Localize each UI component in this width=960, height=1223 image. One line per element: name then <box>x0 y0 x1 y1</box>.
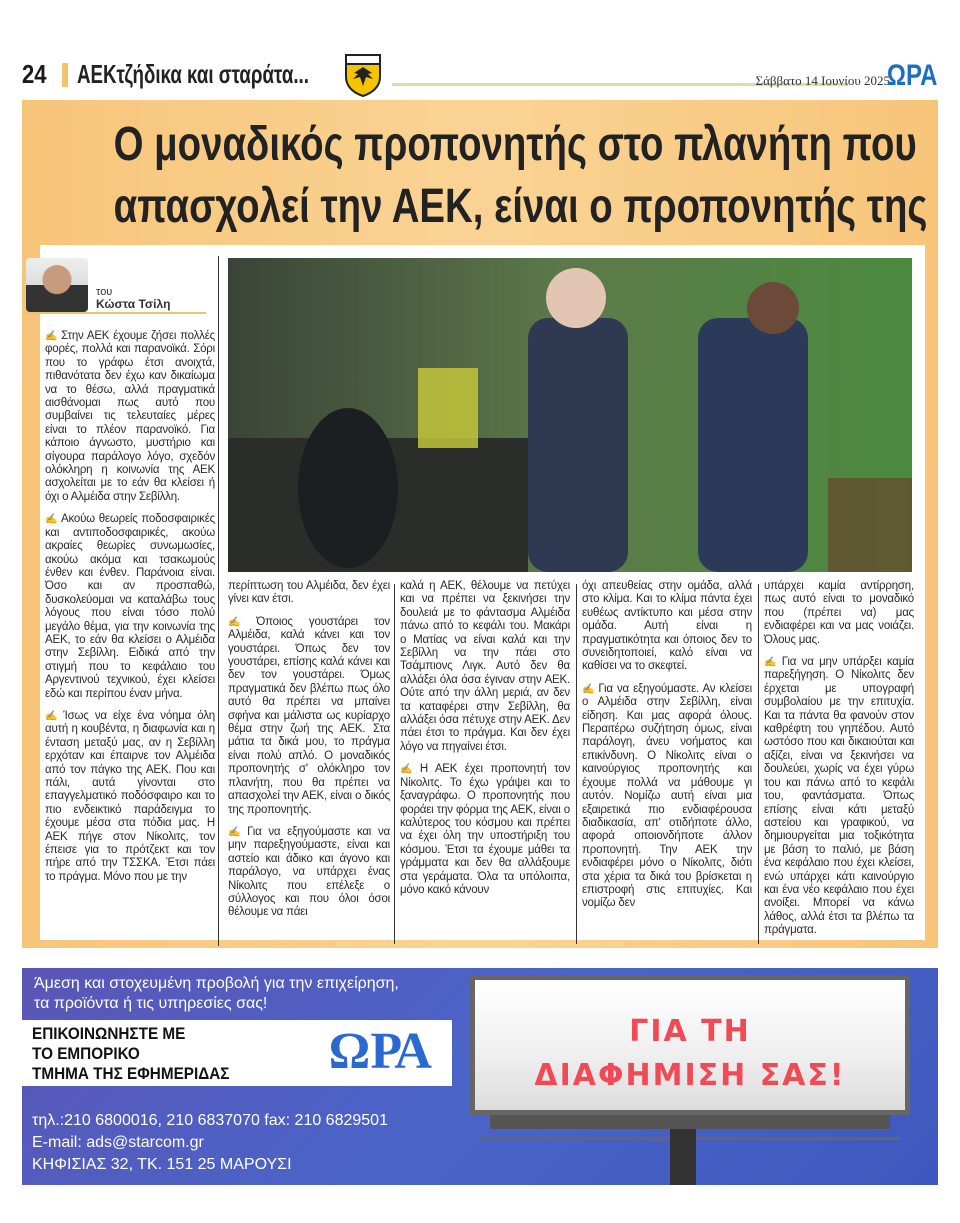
pen-icon: ✍ <box>45 710 61 722</box>
paragraph: ✍ Για να μην υπάρξει καμία παρεξήγηση. Ο Νίκολιτς δεν έρχεται με υπογραφή συμβολαίου με την επιτυχία. Και τα πάντα θα φανούν στον καθρέφτη του γηπέδου. Αυτό ωστόσο που και δικαιούται και αξίζει, είναι να ξεκινήσει να δουλεύει, χωρίς να έχει γύρω του και πάνω από το κεφάλι του, φαντάσματα. Όπως επίσης είναι κάτι μεταξύ αστείου και γραφικού, να δημιουργείται μια τοξικότητα με βάση το παλιό, με βάση ένα κεφάλαιο που έχει κλείσει, ενώ υπάρχει κάτι καινούργιο και ένα νέο κεφάλαιο που έχει ανοίξει. Μπορεί να κάνω λάθος, αλλά έτσι τα βλέπω τα πράγματα. <box>764 656 914 937</box>
billboard-line-1: ΓΙΑ ΤΗ <box>629 1014 751 1049</box>
pen-icon: ✍ <box>582 683 596 695</box>
paragraph: περίπτωση του Αλμέιδα, δεν έχει γίνει καν έτσι. <box>228 580 390 606</box>
column-divider <box>218 256 219 946</box>
pen-icon: ✍ <box>228 826 245 838</box>
pen-icon: ✍ <box>764 657 779 669</box>
ad-cta-line: ΤΟ ΕΜΠΟΡΙΚΟ <box>32 1044 140 1063</box>
billboard <box>470 975 910 1115</box>
column-5 <box>764 580 914 947</box>
ad-cta-box <box>22 1020 452 1086</box>
column-3 <box>400 580 570 906</box>
header-accent-bar <box>62 63 68 87</box>
ad-tagline-1: Άμεση και στοχευμένη προβολή για την επιχείρηση, <box>34 975 399 992</box>
ad-address: ΚΗΦΙΣΙΑΣ 32, ΤΚ. 151 25 ΜΑΡΟΥΣΙ <box>32 1156 292 1173</box>
ad-cta-line: ΤΜΗΜΑ ΤΗΣ ΕΦΗΜΕΡΙΔΑΣ <box>32 1064 230 1083</box>
paragraph: ✍ Για να εξηγούμαστε. Αν κλείσει ο Αλμέιδα στην Σεβίλλη, είναι είδηση. Και μας αφορά όλους. Περαιτέρω συζήτηση όμως, είναι παράλογη, άνευ νοήματος και επικίνδυνη. Ο Νίκολιτς είναι ο καινούργιος προπονητής και έχουμε πολλά να μάθουμε γι αυτόν. Νομίζω αυτή είναι μια εξαιρετικά πιο ενδιαφέρουσα διαδικασία, απ' οτιδήποτε άλλο, αφορά οποιονδήποτε άλλον προπονητή. Την ΑΕΚ την ενδιαφέρει μόνο ο Νίκολιτς, διότι στα χέρια τα δικά του βρίσκεται η επιστροφή στις επιτυχίες. Και νομίζω δεν <box>582 682 752 910</box>
headline-line-2: απασχολεί την ΑΕΚ, είναι ο προπονητής της <box>113 180 928 233</box>
paragraph: ✍ Όποιος γουστάρει τον Αλμέιδα, καλά κάνει και τον γουστάρει. Όπως δεν τον γουστάρει, επίσης καλά κάνει και δεν τον γουστάρει. Όμως πραγματικά δεν βλέπω πως όλο αυτό θα πρέπει να μπαίνει σφήνα και μάλιστα ως κυρίαρχο θέμα στην ζωή της ΑΕΚ. Στα μάτια τα δικά μου, το πράγμα είναι πολύ απλό. Ο μοναδικός προπονητής σ' ολόκληρο τον πλανήτη, που θα πρέπει να απασχολεί την ΑΕΚ, είναι ο δικός της προπονητής. <box>228 615 390 816</box>
pen-icon: ✍ <box>45 331 59 342</box>
billboard-stand <box>480 1115 900 1185</box>
ad-logo: ΩΡΑ <box>328 1023 432 1080</box>
newspaper-logo: ΩΡΑ <box>887 59 938 92</box>
page-number: 24 <box>22 59 47 89</box>
paragraph: υπάρχει καμία αντίρρηση, πως αυτό είναι το μοναδικό που (πρέπει να) μας ενδιαφέρει και να μας νοιάζει. Όλους μας. <box>764 580 914 646</box>
column-1 <box>45 330 215 893</box>
pen-icon: ✍ <box>45 514 59 526</box>
billboard-line-2: ΔΙΑΦΗΜΙΣΗ ΣΑΣ! <box>534 1058 846 1093</box>
author-name: Κώστα Τσίλη <box>96 297 171 311</box>
headline-line-1: Ο μοναδικός προπονητής στο πλανήτη που <box>113 118 917 171</box>
paragraph: ✍ Ίσως να είχε ένα νόημα όλη αυτή η κουβέντα, η διαφωνία και η ένταση μεταξύ μας, αν η Σεβίλλη ερχόταν και έπαιρνε τον Αλμέιδα από τον πάγκο της ΑΕΚ. Που και πάλι, αυτά γίνονται στο επαγγελματικό ποδόσφαιρο και το πιο ενδεικτικό παράδειγμα το έχουμε μέσα στα πόδια μας. Η ΑΕΚ πήγε στον Νίκολιτς, τον έπεισε για το πρότζεκτ και τον πήρε από την ΤΣΣΚΑ. Έτσι πάει το πράγμα. Μόνο που με την <box>45 709 215 883</box>
column-divider <box>394 584 395 944</box>
column-divider <box>758 584 759 944</box>
column-2 <box>228 580 390 929</box>
ad-tagline-2: τα προϊόντα ή τις υπηρεσίες σας! <box>34 995 268 1012</box>
paragraph: ✍ Στην ΑΕΚ έχουμε ζήσει πολλές φορές, πολλά και παρανοϊκά. Σόρι που το γράφω έτσι ανοιχτά, πιθανότατα δεν έχω καν δικαίωμα να το θέσω, αλλά πραγματικά αισθάνομαι πως αυτό που συμβαίνει τις τελευταίες μέρες είναι το πλέον παρανοϊκό. Για κάποιο άγνωστο, μυστήριο και σίγουρα παράλογο λόγο, σχεδόν ολόκληρη η κοινωνία της ΑΕΚ ασχολείται με το εάν θα κλείσει ή όχι ο Αλμέιδα στην Σεβίλλη. <box>45 330 215 503</box>
column-4 <box>582 580 752 920</box>
issue-date: Σάββατο 14 Ιουνίου 2025 <box>755 73 890 88</box>
pen-icon: ✍ <box>400 764 417 776</box>
paragraph: ✍ Για να εξηγούμαστε και να μην παρεξηγούμαστε, είναι και αστείο και άδικο και άγονο και παράλογο, να υπάρχει ένας Νίκολιτς που επέλεξε ο σύλλογος και που όλοι όσοι θέλουμε να πάει <box>228 825 390 919</box>
paragraph: καλά η ΑΕΚ, θέλουμε να πετύχει και να πρέπει να ξεκινήσει την δουλειά με το φάντασμα Αλμέιδα πάνω από το κεφάλι του. Μακάρι ο Ματίας να είναι καλά και την Σεβίλλη να την πάει στο Τσάμπιονς Λιγκ. Αυτό δεν θα αλλάξει όλα όσα έγιναν στην ΑΕΚ. Ούτε από την άλλη μεριά, αν δεν τα καταφέρει στην Σεβίλλη, θα αλλάξει όσα πέτυχε στην ΑΕΚ. Δεν πάει έτσι το πράγμα. Και δεν έχει λόγο να πηγαίνει έτσι. <box>400 580 570 753</box>
paragraph: ✍ Η ΑΕΚ έχει προπονητή τον Νίκολιτς. Το έχω γράψει και το ξαναγράφω. Ο προπονητής που φοράει την φόρμα της ΑΕΚ, είναι ο καλύτερος του κόσμου και πρέπει να έχει όλη την υποστήριξη του κόσμου. Έτσι τα έχουμε μάθει τα γράμματα και δεν θα αλλάξουμε στα γεράματα. Όλα τα υπόλοιπα, μόνο κακό κάνουν <box>400 763 570 896</box>
headline <box>113 114 928 238</box>
aek-crest-icon <box>344 53 382 97</box>
section-title: ΑΕΚτζήδικα και σταράτα... <box>77 59 309 89</box>
ad-cta-line: ΕΠΙΚΟΙΝΩΝΗΣΤΕ ΜΕ <box>32 1024 186 1043</box>
column-divider <box>576 584 577 944</box>
article-photo <box>228 258 912 572</box>
author-photo <box>26 258 88 312</box>
ad-phone: τηλ.:210 6800016, 210 6837070 fax: 210 6829501 <box>32 1112 388 1129</box>
author-prefix: του <box>96 286 113 298</box>
author-byline <box>26 258 206 314</box>
pen-icon: ✍ <box>228 616 254 628</box>
paragraph: όχι απευθείας στην ομάδα, αλλά στο κλίμα. Και το κλίμα πάντα έχει ευθέως αντίκτυπο και μέσα στην ομάδα. Αυτή είναι η πραγματικότητα και όποιος δεν το συνειδητοποιεί, καλό είναι να καθίσει να το σκεφτεί. <box>582 580 752 673</box>
page-header <box>22 55 938 97</box>
ad-email[interactable]: E-mail: ads@starcom.gr <box>32 1134 204 1151</box>
paragraph: ✍ Ακούω θεωρείς ποδοσφαιρικές και αντιποδοσφαιρικές, ακούω ακραίες θεωρίες συνωμωσίες, ακούω ακόμα και τσακωμούς ένθεν και ένθεν. Παράνοια είναι. Όσο και αν προσπαθώ, δυσκολεύομαι να καταλάβω τους λόγους που είναι τόσο πολύ μεγάλο θέμα, για την κοινωνία της ΑΕΚ, το εάν θα κλείσει ο Αλμέιδα στην Σεβίλλη. Ειδικά από την στιγμή που το κεφάλαιο του Αργεντινού τεχνικού, έχει κλείσει εδώ και περίπου έναν μήνα. <box>45 513 215 700</box>
